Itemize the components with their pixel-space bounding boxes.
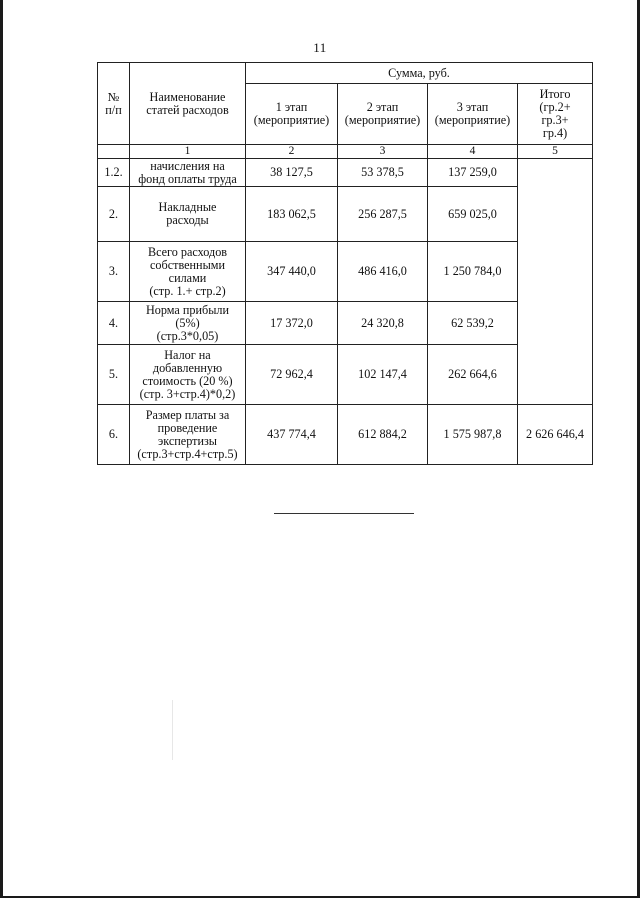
row-total-value: 2 626 646,4 [518,405,593,465]
row-stage-2-value: 612 884,2 [338,405,428,465]
row-stage-3-value: 1 575 987,8 [428,405,518,465]
column-index-cell: 4 [428,145,518,159]
row-stage-2-value: 256 287,5 [338,187,428,242]
header-expense-name: Наименование статей расходов [130,63,246,145]
row-name: Размер платы за проведение экспертизы (стр.3+стр.4+стр.5) [130,405,246,465]
closing-line [274,513,414,514]
row-stage-3-value: 62 539,2 [428,302,518,345]
row-stage-1-value: 17 372,0 [246,302,338,345]
header-stage-3: 3 этап (мероприятие) [428,84,518,145]
header-stage-2: 2 этап (мероприятие) [338,84,428,145]
row-total-empty [518,159,593,405]
column-index-row [98,145,593,159]
table-row [98,405,593,465]
scan-left-edge [0,0,3,898]
row-stage-2-value: 102 147,4 [338,345,428,405]
row-stage-2-value: 486 416,0 [338,242,428,302]
column-index-cell: 1 [130,145,246,159]
row-stage-3-value: 659 025,0 [428,187,518,242]
row-name: Норма прибыли (5%) (стр.3*0,05) [130,302,246,345]
row-number: 1.2. [98,159,130,187]
table-row [98,159,593,187]
row-number: 2. [98,187,130,242]
row-stage-3-value: 1 250 784,0 [428,242,518,302]
column-index-cell: 2 [246,145,338,159]
row-stage-2-value: 53 378,5 [338,159,428,187]
row-name: начисления на фонд оплаты труда [130,159,246,187]
row-number: 5. [98,345,130,405]
header-sum: Сумма, руб. [246,63,593,84]
column-index-cell: 5 [518,145,593,159]
row-stage-1-value: 183 062,5 [246,187,338,242]
row-stage-3-value: 262 664,6 [428,345,518,405]
row-stage-2-value: 24 320,8 [338,302,428,345]
header-stage-1: 1 этап (мероприятие) [246,84,338,145]
scan-artifact [172,700,173,760]
expense-table [97,62,593,465]
page-number: 11 [313,40,327,55]
row-number: 4. [98,302,130,345]
row-name: Всего расходов собственными силами (стр. 1.+ стр.2) [130,242,246,302]
row-stage-1-value: 72 962,4 [246,345,338,405]
row-name: Налог на добавленную стоимость (20 %) (стр. 3+стр.4)*0,2) [130,345,246,405]
column-index-cell [98,145,130,159]
row-stage-3-value: 137 259,0 [428,159,518,187]
row-stage-1-value: 38 127,5 [246,159,338,187]
row-name: Накладные расходы [130,187,246,242]
column-index-cell: 3 [338,145,428,159]
header-total: Итого (гр.2+ гр.3+ гр.4) [518,84,593,145]
row-stage-1-value: 437 774,4 [246,405,338,465]
row-number: 6. [98,405,130,465]
header-number: № п/п [98,63,130,145]
row-stage-1-value: 347 440,0 [246,242,338,302]
row-number: 3. [98,242,130,302]
